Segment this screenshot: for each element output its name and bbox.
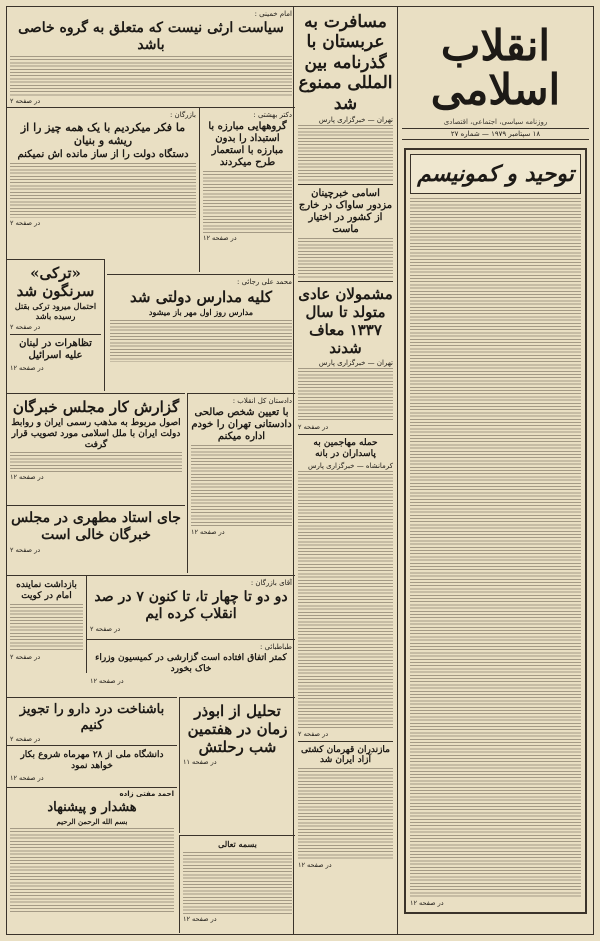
draft-dateline: تهران — خبرگزاری پارس <box>318 358 393 367</box>
court-kicker: دادستان کل انقلاب : <box>232 397 292 405</box>
story-torke <box>7 259 105 391</box>
story-mazandaran <box>298 745 393 870</box>
story-majles <box>7 393 185 503</box>
right-column <box>397 7 593 934</box>
bane-headline: حمله مهاجمین به پاسداران در بانه <box>313 437 378 459</box>
story-abuzar <box>179 697 295 833</box>
court-continued: در صفحه ۱۲ <box>191 528 225 536</box>
abuzar-continued: در صفحه ۱۱ <box>183 758 217 766</box>
torke-sub: احتمال میرود ترکی بقتل رسیده باشد <box>14 301 97 321</box>
draft-headline: مشمولان عادی متولد تا سال ۱۳۳۷ معاف شدند <box>298 284 393 357</box>
story-khomeini <box>7 7 295 105</box>
story-travel <box>298 12 393 181</box>
story-bazargan <box>7 107 199 257</box>
motahari-headline: جای استاد مطهری در مجلس خبرگان خالی است <box>11 510 181 543</box>
mazandaran-headline: مازندران قهرمان کشتی آزاد ایران شد <box>301 744 390 766</box>
bane-continued: در صفحه ۲ <box>298 729 329 738</box>
editorial-headline: توحید و کمونیسم <box>410 154 581 194</box>
drugs-headline: باشناخت درد دارو را تجویز کنیم <box>19 702 165 733</box>
university-continued: در صفحه ۱۲ <box>10 773 44 782</box>
notice-headline: بسمه تعالی <box>218 839 257 849</box>
twotwo-continued: در صفحه ۲ <box>90 624 121 633</box>
story-court <box>187 393 295 573</box>
editorial-continued: در صفحه ۱۲ <box>410 899 444 908</box>
israel-continued: در صفحه ۱۲ <box>10 364 44 373</box>
beheshti-headline: گروههایی مبارزه با استبداد را بدون مبارزه با استعمار طرح میکردند <box>208 121 287 168</box>
story-university <box>7 745 177 785</box>
informants-headline: اسامی خبرچینان مزدور ساواک در خارج از کشور در اختیار ماست <box>298 187 393 235</box>
israel-headline: تظاهرات در لبنان علیه اسرائیل <box>19 338 92 362</box>
majles-continued: در صفحه ۱۲ <box>10 473 44 482</box>
university-headline: دانشگاه ملی از ۲۸ مهرماه شروع بکار خواهد نمود <box>20 750 164 771</box>
masthead-dateline: ۱۸ سپتامبر ۱۹۷۹ — شماره ۲۷ <box>402 128 589 140</box>
rajaee-kicker: محمد علی رجائی : <box>237 278 292 286</box>
newspaper-page <box>6 6 594 935</box>
torke-continued: در صفحه ۲ <box>10 323 41 332</box>
twotwo-headline: دو دو تا چهار تا، تا کنون ۷ در صد انقلاب کرده ایم <box>94 589 288 622</box>
warning-headline: هشدار و پیشنهاد <box>47 800 137 815</box>
bazargan-continued: در صفحه ۲ <box>10 219 41 228</box>
motahari-continued: در صفحه ۲ <box>10 545 41 554</box>
story-commission <box>87 639 295 695</box>
twotwo-kicker: آقای بازرگان : <box>250 579 292 587</box>
khomeini-continued: در صفحه ۲ <box>10 96 41 105</box>
mazandaran-continued: در صفحه ۱۲ <box>298 861 332 870</box>
bazargan-headline: دستگاه دولت را از ساز مانده اش نمیکنم <box>17 149 189 161</box>
editorial-box <box>404 148 587 914</box>
story-drugs <box>7 697 177 743</box>
draft-continued: در صفحه ۲ <box>298 422 329 431</box>
story-kuwait <box>7 575 87 673</box>
khomeini-headline: سیاست ارثی نیست که متعلق به گروه خاصی باشد <box>18 20 284 53</box>
story-motahari <box>7 505 185 573</box>
bazargan-kicker: بازرگان : <box>169 111 196 119</box>
mafekr-headline: ما فکر میکردیم با یک همه چیز را از ریشه و بنیان <box>20 121 186 148</box>
travel-dateline: تهران — خبرگزاری پارس <box>318 115 393 124</box>
notice-continued: در صفحه ۱۲ <box>183 914 217 923</box>
torke-headline: «ترکی» سرنگون شد <box>16 264 95 300</box>
kuwait-continued: در صفحه ۲ <box>10 652 41 661</box>
commission-headline: کمتر اتفاق افتاده است گزارشی در کمیسیون وزراء خاک بخورد <box>95 653 287 674</box>
editorial-body <box>410 198 581 898</box>
commission-continued: در صفحه ۱۲ <box>90 676 124 685</box>
newspaper-title: انقلاب اسلامی <box>430 21 561 115</box>
masthead-subtitle: روزنامه سیاسی، اجتماعی، اقتصادی <box>443 118 548 127</box>
majles-sub: اصول مربوط به مذهب رسمی ایران و روابط دولت ایران با ملل اسلامی مورد تصویب قرار گرفت <box>11 418 181 450</box>
beheshti-kicker: دکتر بهشتی : <box>253 111 292 119</box>
court-headline: با تعیین شخص صالحی دادستانی تهران را خودم اداره میکنم <box>191 407 292 442</box>
travel-headline: مسافرت به عربستان با گذرنامه بین المللی ممنوع شد <box>298 12 393 114</box>
story-draft <box>298 285 393 431</box>
middle-column <box>293 7 397 934</box>
story-rajaee <box>107 274 295 391</box>
commission-kicker: طباطبائی : <box>260 643 292 651</box>
left-area <box>7 7 295 934</box>
majles-headline: گزارش کار مجلس خبرگان <box>12 398 180 416</box>
beheshti-continued: در صفحه ۱۲ <box>203 234 237 242</box>
masthead <box>402 21 589 140</box>
warning-sub: بسم الله الرحمن الرحیم <box>56 816 128 826</box>
warning-byline: احمد مفتی زاده <box>119 790 174 798</box>
khomeini-kicker: امام خمینی : <box>254 10 292 18</box>
abuzar-headline: تحلیل از ابوذر زمان در هفتمین شب رحلتش <box>187 702 288 756</box>
story-warning <box>7 787 177 933</box>
story-twotwo <box>87 575 295 637</box>
rajaee-sub: مدارس روز اول مهر باز میشود <box>148 307 254 317</box>
story-notice <box>179 835 295 933</box>
drugs-continued: در صفحه ۲ <box>10 735 41 743</box>
kuwait-headline: بازداشت نماینده امام در کویت <box>16 580 77 601</box>
story-beheshti <box>199 107 295 272</box>
story-informants <box>298 188 393 278</box>
bane-dateline: کرمانشاه — خبرگزاری پارس <box>307 461 393 470</box>
rajaee-headline: کلیه مدارس دولتی شد <box>130 288 272 306</box>
story-bane <box>298 438 393 738</box>
